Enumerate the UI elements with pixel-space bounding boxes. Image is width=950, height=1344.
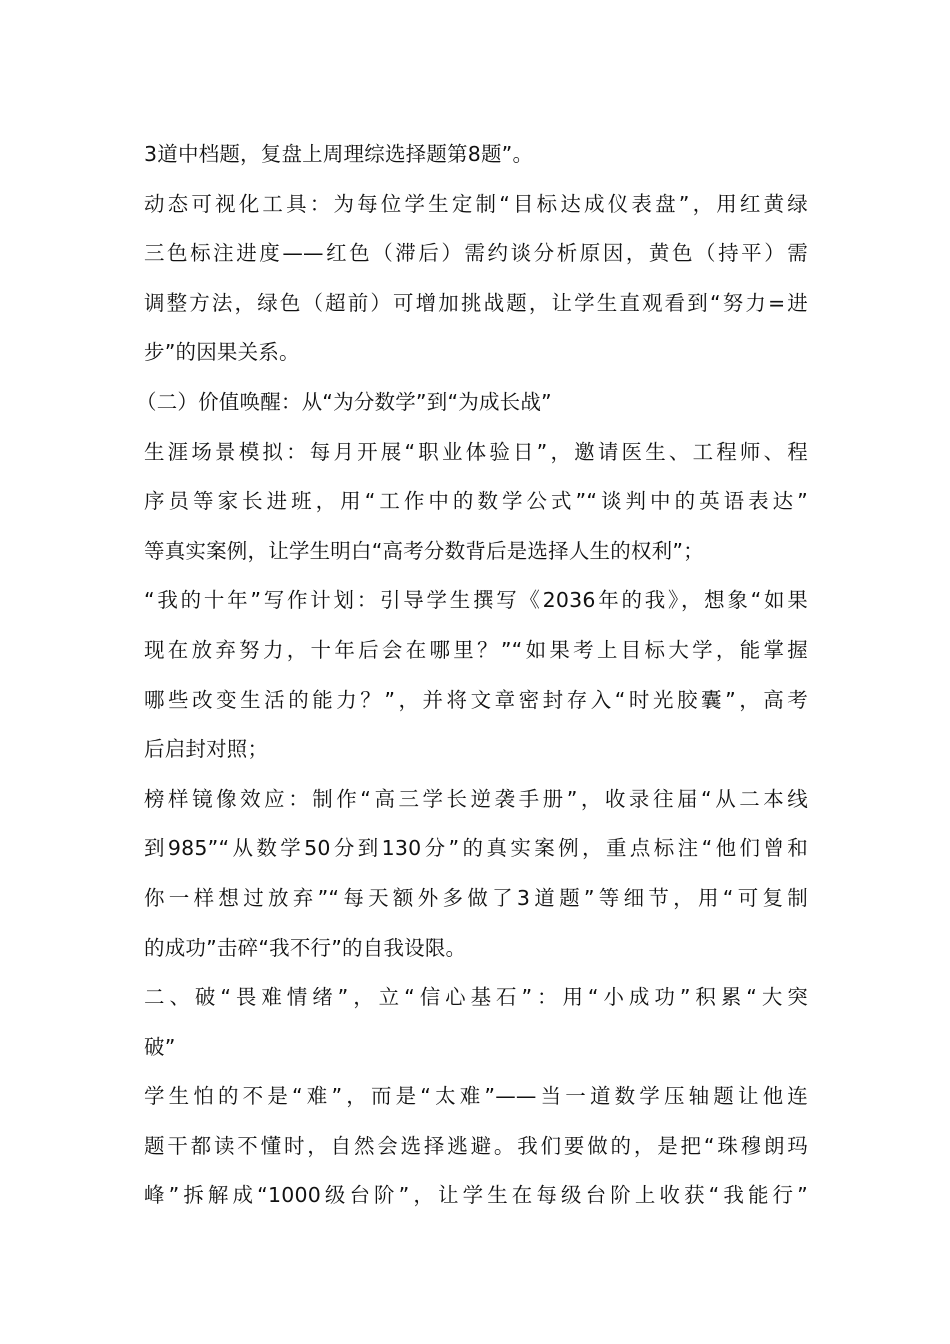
text-line: 步”的因果关系。 xyxy=(144,340,300,365)
text-line: 动态可视化工具：为每位学生定制“目标达成仪表盘”，用红黄绿 xyxy=(144,191,808,216)
text-line: 生涯场景模拟：每月开展“职业体验日”，邀请医生、工程师、程 xyxy=(144,439,808,464)
text-line: 调整方法，绿色（超前）可增加挑战题，让学生直观看到“努力=进 xyxy=(144,290,808,315)
text-line: 后启封对照； xyxy=(144,737,269,762)
text-line: 3道中档题，复盘上周理综选择题第8题”。 xyxy=(144,142,534,166)
text-line: 序员等家长进班，用“工作中的数学公式”“谈判中的英语表达” xyxy=(144,489,808,514)
text-line: 现在放弃努力，十年后会在哪里？”“如果考上目标大学，能掌握 xyxy=(144,637,808,662)
text-line: 哪些改变生活的能力？”，并将文章密封存入“时光胶囊”，高考 xyxy=(144,687,808,712)
text-line: “我的十年”写作计划：引导学生撰写《2036年的我》，想象“如果 xyxy=(144,588,808,613)
text-line: 榜样镜像效应：制作“高三学长逆袭手册”，收录往届“从二本线 xyxy=(144,786,808,811)
section-heading: 二、破“畏难情绪”，立“信心基石”：用“小成功”积累“大突 xyxy=(144,985,808,1010)
document-body xyxy=(136,130,808,1221)
text-line: 三色标注进度——红色（滞后）需约谈分析原因，黄色（持平）需 xyxy=(144,241,808,266)
text-line: 学生怕的不是“难”，而是“太难”——当一道数学压轴题让他连 xyxy=(144,1084,808,1109)
text-line: 你一样想过放弃”“每天额外多做了3道题”等细节，用“可复制 xyxy=(144,885,808,910)
text-line: 到985”“从数学50分到130分”的真实案例，重点标注“他们曾和 xyxy=(144,836,808,861)
text-line: 的成功”击碎“我不行”的自我设限。 xyxy=(144,935,467,960)
text-line: 题干都读不懂时，自然会选择逃避。我们要做的，是把“珠穆朗玛 xyxy=(144,1133,808,1158)
text-line: 峰”拆解成“1000级台阶”，让学生在每级台阶上收获“我能行” xyxy=(144,1183,808,1208)
text-line: 等真实案例，让学生明白“高考分数背后是选择人生的权利”； xyxy=(144,538,704,563)
section-heading: 破” xyxy=(144,1034,176,1059)
section-heading: （二）价值唤醒：从“为分数学”到“为成长战” xyxy=(136,389,552,414)
